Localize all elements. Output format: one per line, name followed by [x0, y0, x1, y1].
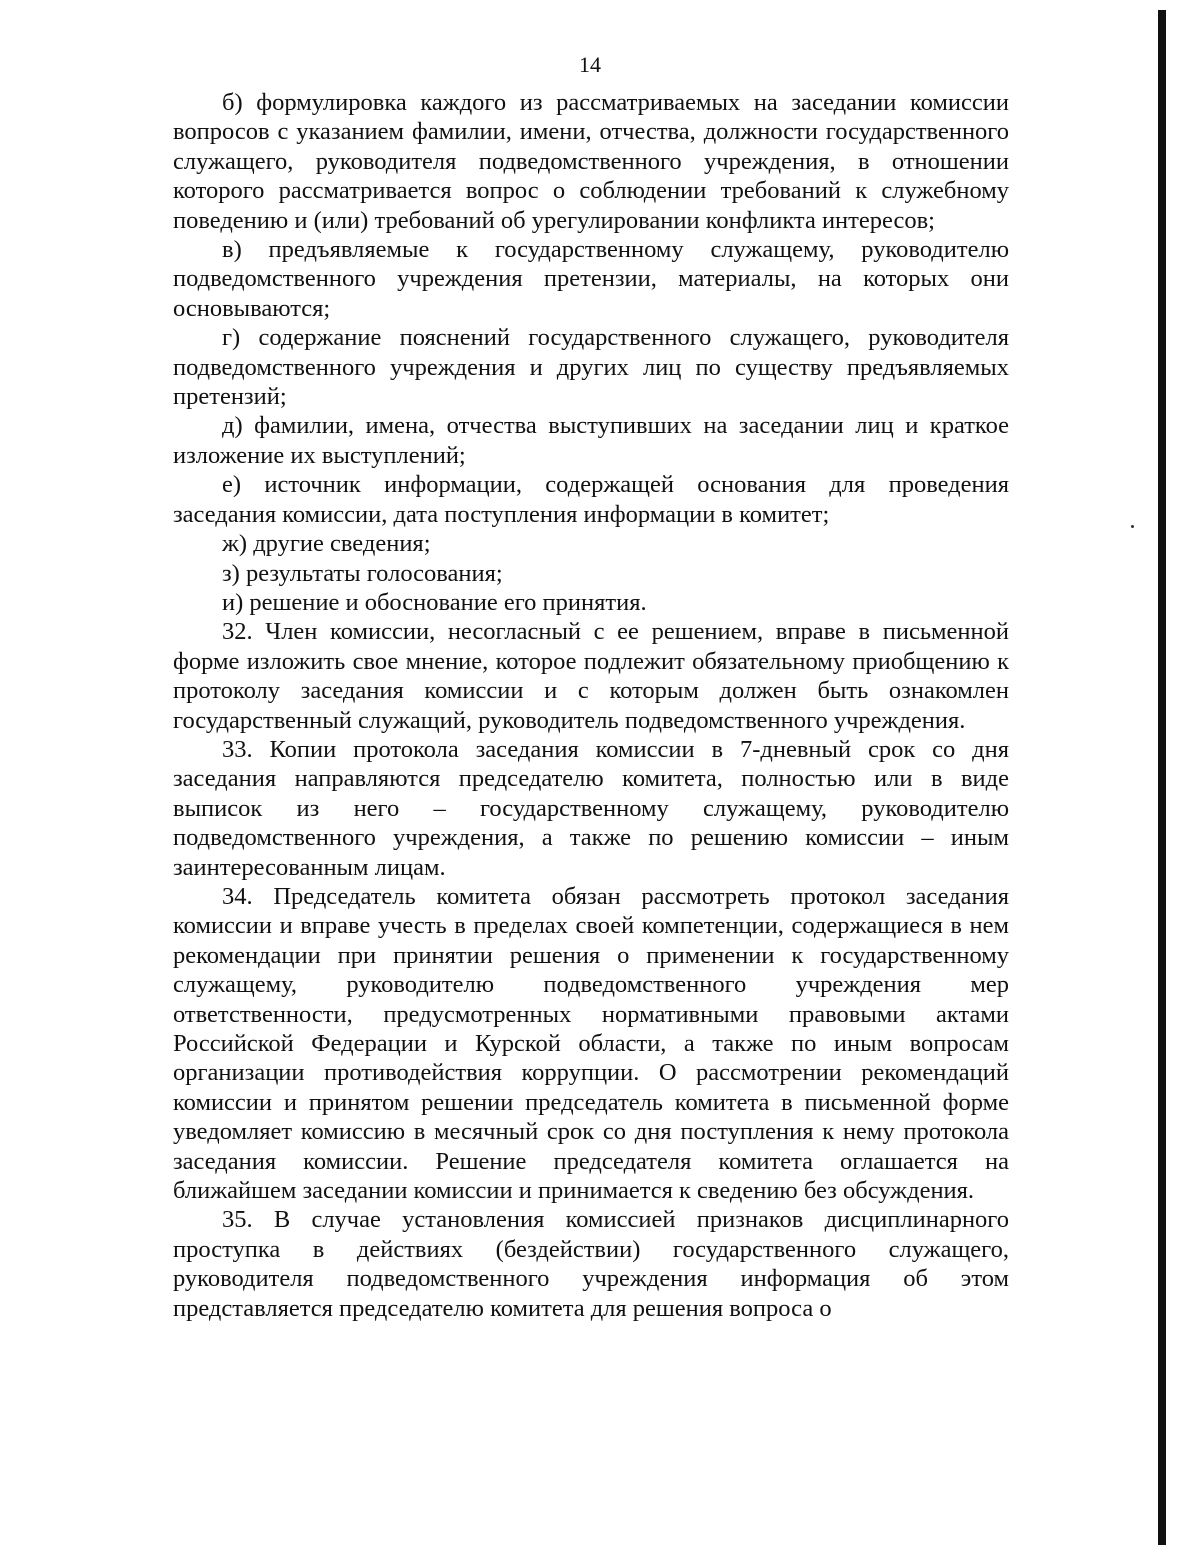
- page-number: 14: [579, 52, 601, 77]
- scan-edge-line: [1158, 10, 1166, 1545]
- paragraph-v: в) предъявляемые к государственному служащему, руководителю подведомственного учреждения претензии, материалы, на которых они основываются;: [173, 236, 1009, 322]
- paragraph-g: г) содержание пояснений государственного служащего, руководителя подведомственного учреждения и других лиц по существу предъявляемых претензий;: [173, 324, 1009, 411]
- paragraph-e: е) источник информации, содержащей основания для проведения заседания комиссии, дата поступления информации в комитет;: [173, 471, 1009, 528]
- paragraph-d: д) фамилии, имена, отчества выступивших на заседании лиц и краткое изложение их выступлений;: [173, 412, 1009, 469]
- paragraph-33: 33. Копии протокола заседания комиссии в 7-дневный срок со дня заседания направляются председателю комитета, полностью или в виде выписок из него – государственному служащему, руководителю подведомственного учреждения, а также по решению комиссии – иным заинтересованным лицам.: [173, 735, 1009, 881]
- paragraph-z: з) результаты голосования;: [222, 559, 503, 587]
- paragraph-i: и) решение и обоснование его принятия.: [222, 588, 647, 616]
- scan-speck: [1131, 525, 1134, 528]
- paragraph-35: 35. В случае установления комиссией признаков дисциплинарного проступка в действиях (бездействии) государственного служащего, руководителя подведомственного учреждения информация об этом представляется председателю комитета для решения вопроса о: [173, 1206, 1009, 1322]
- paragraph-zh: ж) другие сведения;: [222, 530, 431, 558]
- paragraph-b: б) формулировка каждого из рассматриваемых на заседании комиссии вопросов с указанием фамилии, имени, отчества, должности государственного служащего, руководителя подведомственного учреждения, в отношении которого рассматривается вопрос о соблюдении требований к служебному поведению и (или) требований об урегулировании конфликта интересов;: [173, 89, 1009, 234]
- document-body: [173, 88, 1009, 1323]
- paragraph-32: 32. Член комиссии, несогласный с ее решением, вправе в письменной форме изложить свое мнение, которое подлежит обязательному приобщению к протоколу заседания комиссии и с которым должен быть ознакомлен государственный служащий, руководитель подведомственного учреждения.: [173, 618, 1009, 734]
- paragraph-34: 34. Председатель комитета обязан рассмотреть протокол заседания комиссии и вправе учесть в пределах своей компетенции, содержащиеся в нем рекомендации при принятии решения о применении к государственному служащему, руководителю подведомственного учреждения мер ответственности, предусмотренных нормативными правовыми актами Российской Федерации и Курской области, а также по иным вопросам организации противодействия коррупции. О рассмотрении рекомендаций комиссии и принятом решении председатель комитета в письменной форме уведомляет комиссию в месячный срок со дня поступления к нему протокола заседания комиссии. Решение председателя комитета оглашается на ближайшем заседании комиссии и принимается к сведению без обсуждения.: [173, 882, 1009, 1205]
